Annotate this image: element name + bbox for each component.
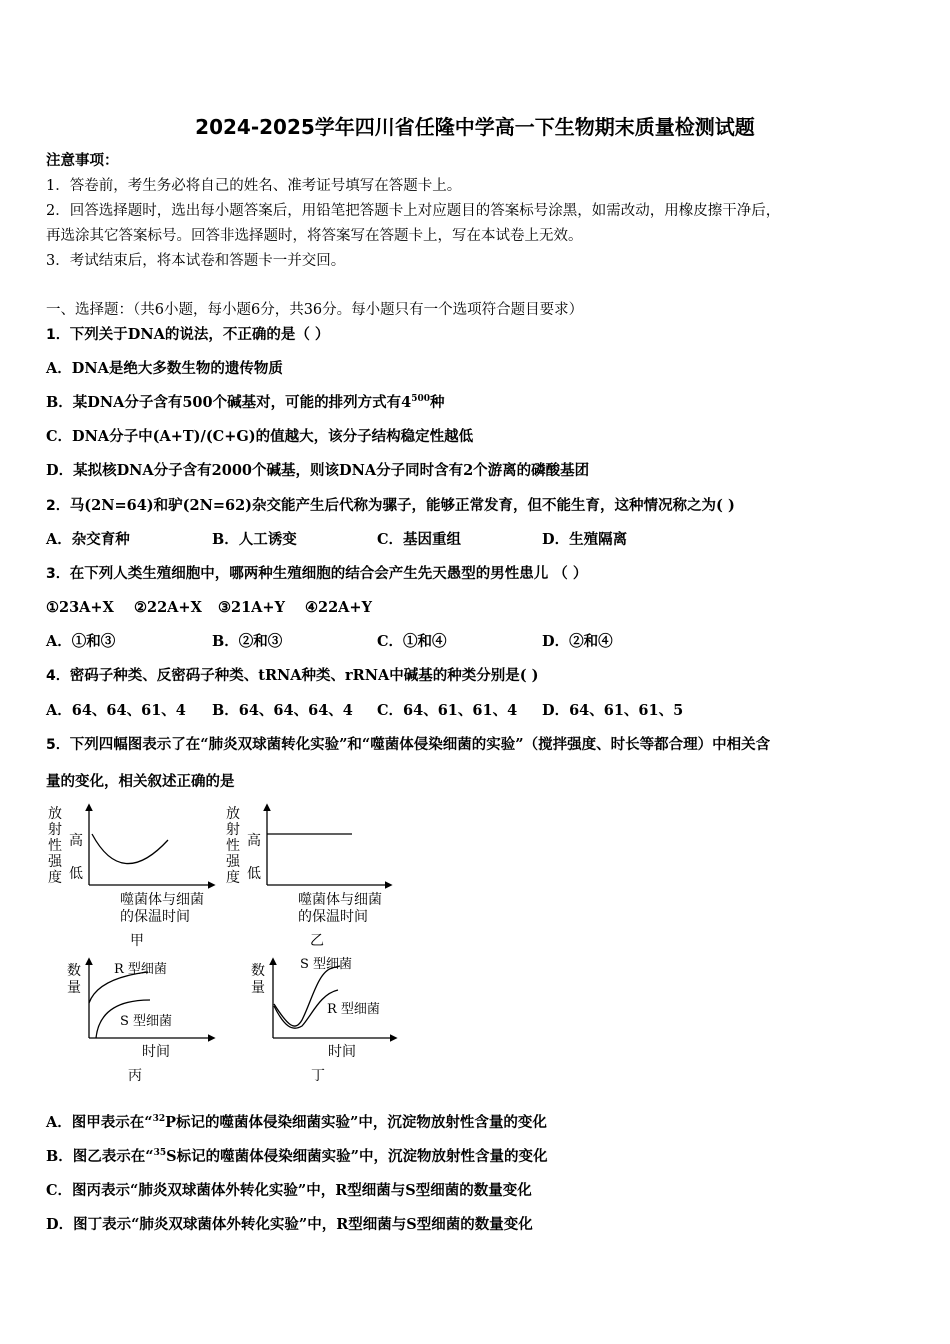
page-title: 2024-2025学年四川省任隆中学高一下生物期末质量检测试题 bbox=[195, 115, 755, 139]
q5-option-b bbox=[46, 1147, 547, 1167]
y-label: 射 bbox=[48, 822, 62, 838]
q2-option-d: D．生殖隔离 bbox=[542, 531, 628, 548]
q2-option-c: C．基因重组 bbox=[377, 531, 462, 548]
caption: 丙 bbox=[128, 1068, 142, 1084]
caption: 甲 bbox=[130, 933, 144, 949]
question-2 bbox=[46, 496, 735, 516]
x-label: 时间 bbox=[142, 1044, 170, 1060]
q3-item-2: ②22A+X bbox=[134, 599, 202, 616]
question-5 bbox=[46, 735, 770, 755]
y-label: 量 bbox=[67, 980, 81, 996]
x-label: 的保温时间 bbox=[298, 909, 368, 925]
graph-yi bbox=[226, 806, 390, 949]
figure-graphs bbox=[40, 800, 420, 1100]
q3-item-4: ④22A+Y bbox=[305, 599, 372, 616]
option-text: B．图乙表示在“ bbox=[46, 1148, 154, 1165]
option-text: B．某DNA分子含有500个碱基对，可能的排列方式有4 bbox=[46, 394, 412, 411]
caption: 乙 bbox=[310, 933, 324, 949]
question-1 bbox=[46, 325, 329, 345]
graph-jia bbox=[48, 806, 213, 949]
q3-option-a: A．①和③ bbox=[46, 633, 116, 650]
y-label: 度 bbox=[48, 870, 62, 886]
curve-label-top: S 型细菌 bbox=[300, 957, 353, 972]
curve bbox=[92, 834, 168, 864]
q3-option-c: C．①和④ bbox=[377, 633, 447, 650]
question-4 bbox=[46, 666, 538, 686]
section-heading: 一、选择题：（共6小题，每小题6分，共36分。每小题只有一个选项符合题目要求） bbox=[46, 302, 584, 318]
question-stem: 下列关于DNA的说法，不正确的是（ ） bbox=[69, 326, 330, 343]
question-number: 5． bbox=[46, 737, 70, 753]
question-stem: 马(2N=64)和驴(2N=62)杂交能产生后代称为骡子，能够正常发育，但不能生育，这种情况称之为( ) bbox=[69, 497, 735, 514]
q2-option-a: A．杂交育种 bbox=[46, 531, 130, 548]
notice-heading: 注意事项： bbox=[46, 152, 119, 169]
q5-option-a bbox=[46, 1113, 547, 1133]
q3-option-d: D．②和④ bbox=[542, 633, 613, 650]
curve-label-bottom: S 型细菌 bbox=[120, 1014, 173, 1029]
question-stem: 下列四幅图表示了在“肺炎双球菌转化实验”和“噬菌体侵染细菌的实验”（搅拌强度、时长等都合理）中相关含 bbox=[69, 736, 771, 753]
x-label: 时间 bbox=[328, 1044, 356, 1060]
question-number: 1． bbox=[46, 327, 70, 343]
question-5-stem-cont: 量的变化，相关叙述正确的是 bbox=[46, 773, 235, 790]
q2-option-b: B．人工诱变 bbox=[212, 531, 297, 548]
notice-item-2: 2．回答选择题时，选出每小题答案后，用铅笔把答题卡上对应题目的答案标号涂黑，如需改动，用橡皮擦干净后， bbox=[46, 203, 781, 219]
question-stem: 在下列人类生殖细胞中，哪两种生殖细胞的结合会产生先天愚型的男性患儿 （ ） bbox=[69, 565, 588, 582]
y-label: 性 bbox=[48, 838, 62, 854]
question-number: 2． bbox=[46, 498, 70, 514]
y-label: 性 bbox=[226, 838, 240, 854]
q1-option-d: D．某拟核DNA分子含有2000个碱基，则该DNA分子同时含有2个游离的磷酸基团 bbox=[46, 462, 590, 479]
q3-item-1: ①23A+X bbox=[46, 599, 114, 616]
option-text-end: S标记的噬菌体侵染细菌实验”中，沉淀物放射性含量的变化 bbox=[166, 1148, 548, 1165]
superscript: 500 bbox=[411, 394, 430, 404]
x-label: 的保温时间 bbox=[120, 909, 190, 925]
option-text-end: 种 bbox=[430, 394, 445, 411]
curve-label-top: R 型细菌 bbox=[114, 962, 167, 977]
question-3 bbox=[46, 564, 587, 584]
q3-option-b: B．②和③ bbox=[212, 633, 283, 650]
y-label: 放 bbox=[226, 806, 240, 822]
graph-bing bbox=[67, 960, 213, 1084]
curve-label-bottom: R 型细菌 bbox=[327, 1002, 380, 1017]
caption: 丁 bbox=[311, 1068, 325, 1084]
x-label: 噬菌体与细菌 bbox=[298, 892, 382, 908]
y-label: 数 bbox=[251, 963, 265, 979]
notice-item-1: 1．答卷前，考生务必将自己的姓名、准考证号填写在答题卡上。 bbox=[46, 178, 462, 194]
y-label: 强 bbox=[48, 854, 62, 870]
notice-item-2-cont: 再选涂其它答案标号。回答非选择题时，将答案写在答题卡上，写在本试卷上无效。 bbox=[46, 228, 583, 244]
y-label: 数 bbox=[67, 963, 81, 979]
low-label: 低 bbox=[247, 866, 261, 882]
y-label: 射 bbox=[226, 822, 240, 838]
y-label: 强 bbox=[226, 854, 240, 870]
q4-option-b: B．64、64、64、4 bbox=[212, 702, 353, 719]
x-label: 噬菌体与细菌 bbox=[120, 892, 204, 908]
question-number: 4． bbox=[46, 668, 70, 684]
question-number: 3． bbox=[46, 566, 70, 582]
q1-option-b bbox=[46, 393, 445, 413]
high-label: 高 bbox=[247, 833, 261, 849]
notice-item-3: 3．考试结束后，将本试卷和答题卡一并交回。 bbox=[46, 253, 346, 269]
q1-option-c: C．DNA分子中(A+T)/(C+G)的值越大，该分子结构稳定性越低 bbox=[46, 428, 474, 445]
y-label: 量 bbox=[251, 980, 265, 996]
y-label: 放 bbox=[48, 806, 62, 822]
high-label: 高 bbox=[69, 833, 83, 849]
q5-option-d: D．图丁表示“肺炎双球菌体外转化实验”中，R型细菌与S型细菌的数量变化 bbox=[46, 1216, 533, 1233]
curve-s bbox=[274, 966, 340, 1026]
q4-option-d: D．64、61、61、5 bbox=[542, 702, 684, 719]
option-text: A．图甲表示在“ bbox=[46, 1114, 153, 1131]
option-text-end: P标记的噬菌体侵染细菌实验”中，沉淀物放射性含量的变化 bbox=[165, 1114, 547, 1131]
q4-option-c: C．64、61、61、4 bbox=[377, 702, 518, 719]
superscript: 32 bbox=[152, 1114, 166, 1124]
q3-item-3: ③21A+Y bbox=[218, 599, 285, 616]
superscript: 35 bbox=[153, 1148, 167, 1158]
question-stem: 密码子种类、反密码子种类、tRNA种类、rRNA中碱基的种类分别是( ) bbox=[69, 667, 539, 684]
q1-option-a: A．DNA是绝大多数生物的遗传物质 bbox=[46, 360, 283, 377]
graph-ding bbox=[251, 956, 395, 1084]
y-label: 度 bbox=[226, 870, 240, 886]
q5-option-c: C．图丙表示“肺炎双球菌体外转化实验”中，R型细菌与S型细菌的数量变化 bbox=[46, 1182, 532, 1199]
low-label: 低 bbox=[69, 866, 83, 882]
q4-option-a: A．64、64、61、4 bbox=[46, 702, 186, 719]
